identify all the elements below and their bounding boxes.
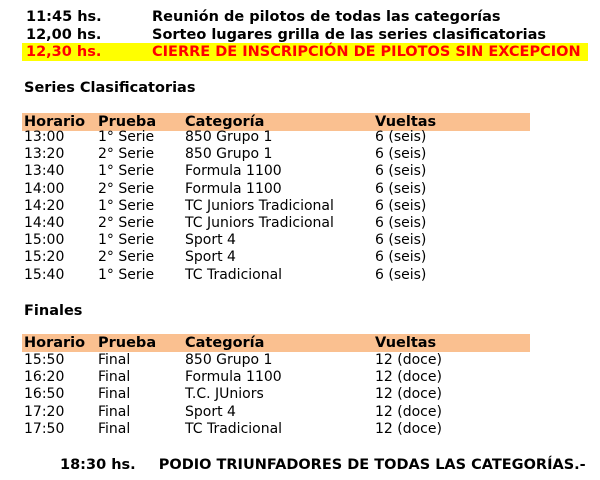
schedule-text: CIERRE DE INSCRIPCIÓN DE PILOTOS SIN EXCEPCION (152, 44, 581, 60)
cell-prueba: 2° Serie (98, 249, 155, 266)
cell-vueltas: 6 (seis) (375, 266, 427, 283)
cell-vueltas: 12 (doce) (375, 403, 442, 420)
schedule-line-registration-close (22, 43, 588, 61)
column-header-horario: Horario (24, 114, 86, 130)
cell-categoria: 850 Grupo 1 (185, 352, 273, 368)
cell-prueba: Final (98, 403, 131, 420)
column-header-prueba: Prueba (98, 114, 157, 130)
cell-vueltas: 12 (doce) (375, 352, 442, 368)
cell-prueba: 2° Serie (98, 146, 155, 163)
column-header-prueba: Prueba (98, 335, 157, 351)
cell-categoria: Sport 4 (185, 249, 236, 266)
schedule-line-grid-draw (22, 26, 588, 44)
cell-horario: 16:20 (24, 369, 65, 386)
cell-categoria: 850 Grupo 1 (185, 129, 273, 145)
cell-horario: 15:40 (24, 266, 65, 283)
cell-horario: 13:20 (24, 146, 65, 163)
cell-prueba: 1° Serie (98, 129, 155, 145)
cell-prueba: 2° Serie (98, 215, 155, 231)
schedule-time: 12,30 hs. (26, 44, 102, 60)
cell-horario: 15:00 (24, 232, 65, 249)
column-header-vueltas: Vueltas (375, 335, 437, 351)
schedule-line-pilot-meeting (22, 8, 588, 26)
cell-prueba: 1° Serie (98, 232, 155, 249)
cell-prueba: 1° Serie (98, 197, 155, 214)
schedule-time: 12,00 hs. (26, 27, 102, 43)
cell-vueltas: 6 (seis) (375, 129, 427, 145)
cell-prueba: Final (98, 420, 131, 437)
finales-table-header (22, 334, 530, 352)
cell-vueltas: 6 (seis) (375, 232, 427, 249)
cell-categoria: TC Juniors Tradicional (185, 197, 334, 214)
cell-prueba: 1° Serie (98, 266, 155, 283)
cell-vueltas: 6 (seis) (375, 197, 427, 214)
table-row (22, 181, 530, 198)
cell-horario: 14:00 (24, 180, 65, 197)
schedule-text: Reunión de pilotos de todas las categorías (152, 9, 501, 25)
cell-prueba: Final (98, 386, 131, 403)
column-header-vueltas: Vueltas (375, 114, 437, 130)
cell-prueba: Final (98, 352, 131, 368)
finales-section-title: Finales (24, 303, 83, 319)
cell-prueba: 1° Serie (98, 163, 155, 180)
cell-horario: 13:00 (24, 129, 65, 145)
table-row (22, 146, 530, 163)
table-row (22, 404, 530, 421)
cell-vueltas: 6 (seis) (375, 215, 427, 231)
column-header-horario: Horario (24, 335, 86, 351)
cell-categoria: Sport 4 (185, 232, 236, 249)
table-row (22, 369, 530, 386)
table-row (22, 232, 530, 249)
cell-categoria: TC Juniors Tradicional (185, 215, 334, 231)
cell-horario: 13:40 (24, 163, 65, 180)
cell-vueltas: 6 (seis) (375, 180, 427, 197)
cell-horario: 14:20 (24, 197, 65, 214)
cell-categoria: Sport 4 (185, 403, 236, 420)
column-header-categoria: Categoría (185, 114, 265, 130)
cell-horario: 17:50 (24, 420, 65, 437)
cell-categoria: Formula 1100 (185, 180, 282, 197)
cell-horario: 14:40 (24, 215, 65, 231)
cell-vueltas: 6 (seis) (375, 163, 427, 180)
cell-prueba: 2° Serie (98, 180, 155, 197)
table-row (22, 421, 530, 438)
series-section-title: Series Clasificatorias (24, 80, 196, 96)
cell-categoria: T.C. JUniors (185, 386, 264, 403)
cell-prueba: Final (98, 369, 131, 386)
table-row (22, 352, 530, 369)
table-row (22, 386, 530, 403)
cell-vueltas: 12 (doce) (375, 420, 442, 437)
cell-categoria: TC Tradicional (185, 420, 283, 437)
cell-horario: 15:50 (24, 352, 65, 368)
cell-vueltas: 12 (doce) (375, 369, 442, 386)
table-row (22, 267, 530, 284)
table-row (22, 163, 530, 180)
cell-categoria: Formula 1100 (185, 369, 282, 386)
table-row (22, 249, 530, 266)
cell-vueltas: 6 (seis) (375, 249, 427, 266)
footer-time: 18:30 hs. (60, 457, 136, 473)
table-row (22, 198, 530, 215)
table-row (22, 215, 530, 232)
cell-categoria: 850 Grupo 1 (185, 146, 273, 163)
schedule-text: Sorteo lugares grilla de las series clasificatorias (152, 27, 547, 43)
cell-vueltas: 6 (seis) (375, 146, 427, 163)
cell-horario: 16:50 (24, 386, 65, 403)
column-header-categoria: Categoría (185, 335, 265, 351)
cell-horario: 15:20 (24, 249, 65, 266)
table-row (22, 129, 530, 146)
footer-podium-line (60, 456, 586, 474)
cell-vueltas: 12 (doce) (375, 386, 442, 403)
schedule-time: 11:45 hs. (26, 9, 102, 25)
cell-categoria: TC Tradicional (185, 266, 283, 283)
footer-text: PODIO TRIUNFADORES DE TODAS LAS CATEGORÍAS.- (158, 457, 586, 473)
cell-horario: 17:20 (24, 403, 65, 420)
cell-categoria: Formula 1100 (185, 163, 282, 180)
